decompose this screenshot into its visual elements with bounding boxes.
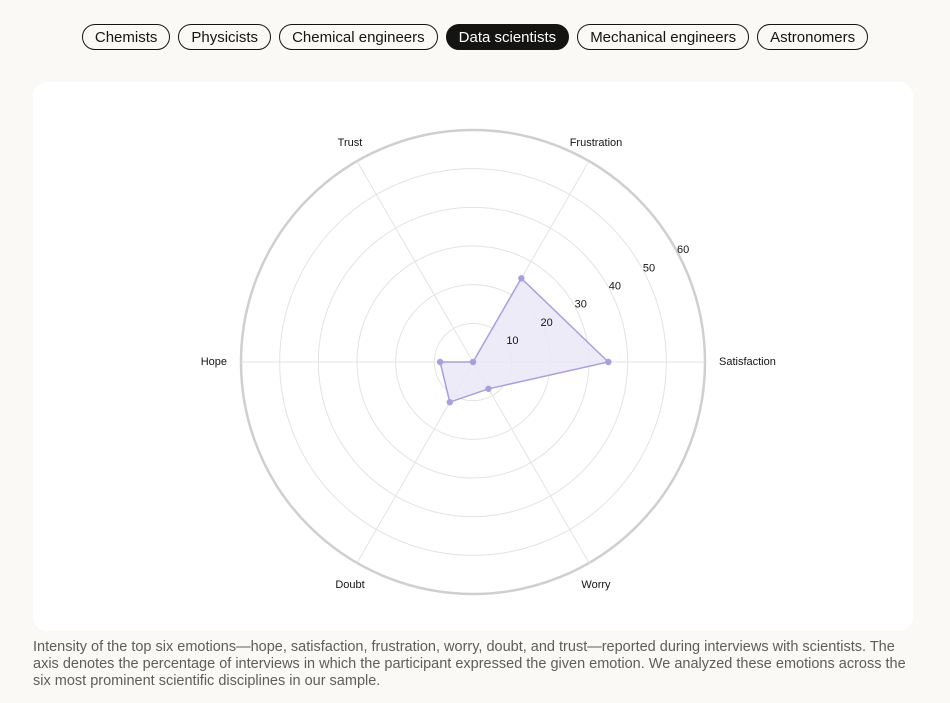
data-point-satisfaction[interactable] xyxy=(605,359,611,365)
axis-label-worry: Worry xyxy=(581,578,611,591)
tick-label-60: 60 xyxy=(677,244,690,257)
tick-label-50: 50 xyxy=(642,262,656,275)
radar-chart xyxy=(33,82,913,631)
data-point-frustration[interactable] xyxy=(518,275,524,281)
tick-label-20: 20 xyxy=(540,316,553,329)
tab-physicists[interactable]: Physicists xyxy=(178,24,271,50)
axis-label-trust: Trust xyxy=(337,136,363,149)
tab-chemists[interactable]: Chemists xyxy=(82,24,171,50)
data-point-hope[interactable] xyxy=(437,359,443,365)
tick-label-30: 30 xyxy=(574,298,587,311)
tab-chemical-engineers[interactable]: Chemical engineers xyxy=(279,24,438,50)
radar-series xyxy=(437,275,612,405)
axis-label-frustration: Frustration xyxy=(569,136,623,149)
axis-label-hope: Hope xyxy=(200,355,227,368)
axis-label-doubt: Doubt xyxy=(335,578,365,591)
data-point-trust[interactable] xyxy=(470,359,476,365)
spoke-worry xyxy=(473,362,589,563)
spoke-trust xyxy=(357,161,473,362)
axis-label-satisfaction: Satisfaction xyxy=(719,355,776,368)
tab-astronomers[interactable]: Astronomers xyxy=(757,24,868,50)
series-area xyxy=(440,278,608,402)
data-point-worry[interactable] xyxy=(485,386,491,392)
tick-label-40: 40 xyxy=(608,280,621,293)
data-point-doubt[interactable] xyxy=(447,399,453,405)
tab-data-scientists[interactable]: Data scientists xyxy=(446,24,570,50)
chart-card xyxy=(33,82,913,631)
tab-mechanical-engineers[interactable]: Mechanical engineers xyxy=(577,24,749,50)
tick-label-10: 10 xyxy=(506,334,519,347)
discipline-tabs xyxy=(0,24,950,50)
chart-caption: Intensity of the top six emotions—hope, satisfaction, frustration, worry, doubt, and trust—reported during interviews with scientists. The axis denotes the percentage of interviews in which the participant expressed the given emotion. We analyzed these emotions across the six most prominent scientific disciplines in our sample. xyxy=(33,639,906,689)
